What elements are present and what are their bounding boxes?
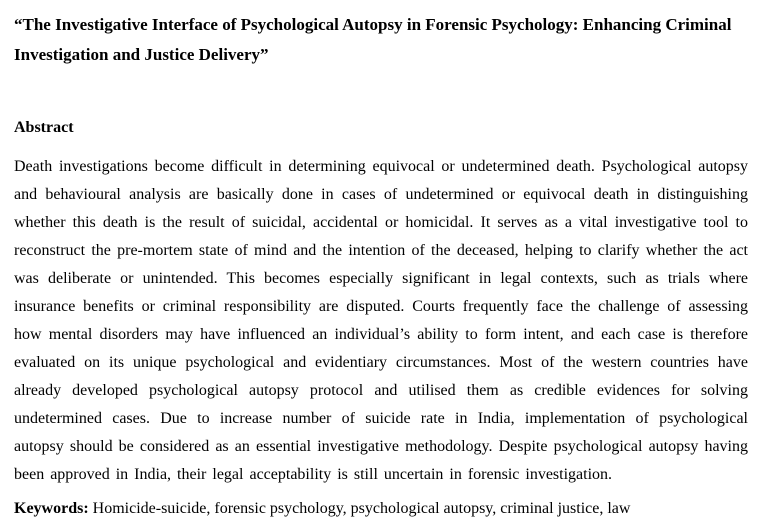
keywords-label: Keywords: (14, 500, 89, 517)
keywords-text: Homicide-suicide, forensic psychology, psychological autopsy, criminal justice, law (88, 500, 631, 517)
keywords-line (14, 499, 748, 519)
abstract-paragraph: Death investigations become difficult in determining equivocal or undetermined death. Psychological autopsy and behavioural analysis are basically done in cases of undetermined or equivocal death in distinguishing whether this death is the result of suicidal, accidental or homicidal. It serves as a vital investigative tool to reconstruct the pre-mortem state of mind and the intention of the deceased, helping to clarify whether the act was deliberate or unintended. This becomes especially significant in legal contexts, such as trials where insurance benefits or criminal responsibility are disputed. Courts frequently face the challenge of assessing how mental disorders may have influenced an individual’s ability to form intent, and each case is therefore evaluated on its unique psychological and evidentiary circumstances. Most of the western countries have already developed psychological autopsy protocol and utilised them as credible evidences for solving undetermined cases. Due to increase number of suicide rate in India, implementation of psychological autopsy should be considered as an essential investigative methodology. Despite psychological autopsy having been approved in India, their legal acceptability is still uncertain in forensic investigation. (14, 158, 748, 483)
paper-title: “The Investigative Interface of Psychological Autopsy in Forensic Psychology: Enhancing Criminal Investigation and Justice Delivery” (14, 15, 732, 64)
abstract-heading: Abstract (14, 119, 74, 136)
